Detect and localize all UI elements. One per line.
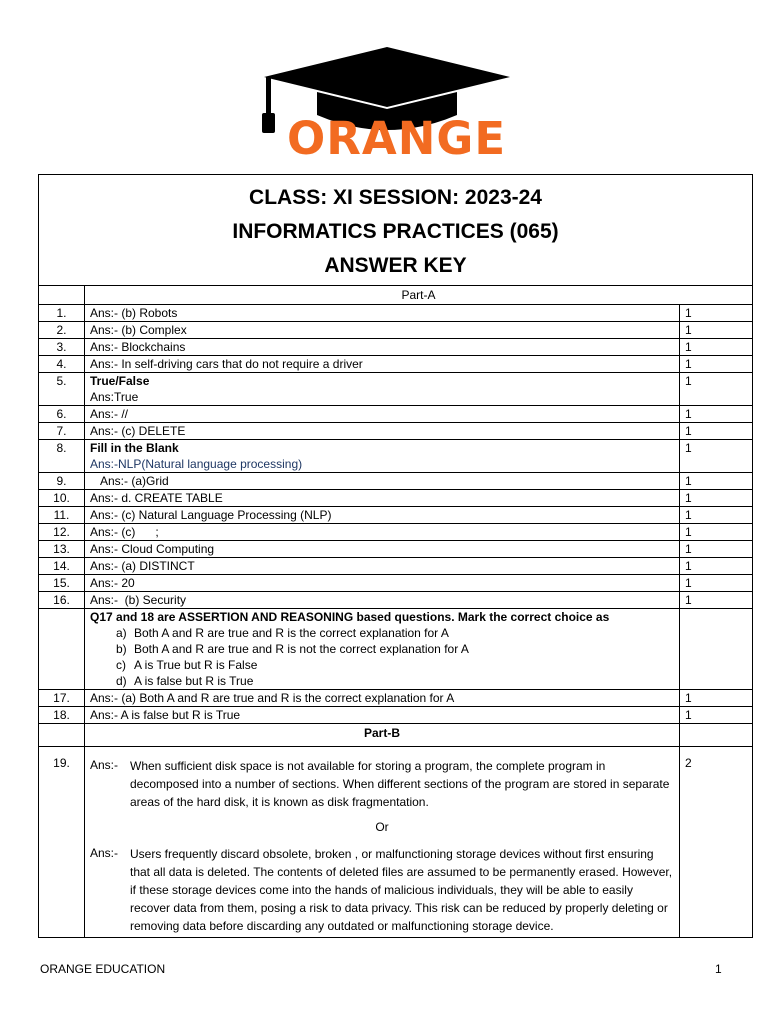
assertion-heading: Q17 and 18 are ASSERTION AND REASONING based questions. Mark the correct choice as [90, 610, 610, 624]
marks: 1 [680, 524, 753, 541]
marks: 1 [680, 373, 753, 406]
option-letter: b) [116, 642, 127, 656]
marks: 1 [680, 423, 753, 440]
assertion-options [90, 625, 674, 689]
table-row [39, 541, 753, 558]
page-number: 1 [715, 962, 722, 976]
orange-logo [255, 45, 520, 163]
question-number: 1. [39, 305, 85, 322]
option-letter: a) [116, 626, 127, 640]
list-item [116, 657, 674, 673]
table-row [39, 373, 753, 406]
table-row [39, 524, 753, 541]
part-b-label: Part-B [85, 724, 680, 747]
subject-title: INFORMATICS PRACTICES (065) [232, 220, 559, 243]
part-a-label: Part-A [85, 286, 753, 305]
question-number: 8. [39, 440, 85, 473]
marks: 2 [680, 747, 753, 938]
option-text: A is false but R is True [134, 674, 254, 688]
answer-block [90, 845, 674, 935]
answer-cell [85, 747, 680, 938]
question-number: 2. [39, 322, 85, 339]
header-row [39, 175, 753, 286]
question-number: 12. [39, 524, 85, 541]
answer-text: Ans:- (b) Complex [85, 322, 680, 339]
table-row [39, 690, 753, 707]
question-number: 4. [39, 356, 85, 373]
answer-text: Ans:- Cloud Computing [85, 541, 680, 558]
table-row [39, 707, 753, 724]
marks: 1 [680, 356, 753, 373]
answer-text: Ans:- Blockchains [85, 339, 680, 356]
table-row [39, 339, 753, 356]
answer-block [90, 757, 674, 811]
table-row [39, 440, 753, 473]
question-number: 11. [39, 507, 85, 524]
option-text: Both A and R are true and R is not the correct explanation for A [134, 642, 469, 656]
answer-text: Ans:- (c) ; [85, 524, 680, 541]
answer-text: Ans:- // [85, 406, 680, 423]
marks: 1 [680, 592, 753, 609]
answer-text: Ans:- (b) Security [85, 592, 680, 609]
marks: 1 [680, 440, 753, 473]
question-number: 17. [39, 690, 85, 707]
logo-text: ORANGE [287, 112, 507, 165]
question-number: 5. [39, 373, 85, 406]
question-number: 16. [39, 592, 85, 609]
or-separator: Or [375, 820, 389, 834]
ans-label: Ans:- [90, 758, 119, 772]
table-row [39, 305, 753, 322]
table-row [39, 507, 753, 524]
marks: 1 [680, 339, 753, 356]
marks: 1 [680, 490, 753, 507]
marks: 1 [680, 322, 753, 339]
table-row [39, 592, 753, 609]
marks: 1 [680, 558, 753, 575]
answer-text: Ans:- d. CREATE TABLE [85, 490, 680, 507]
option-letter: d) [116, 674, 127, 688]
question-number: 7. [39, 423, 85, 440]
list-item [116, 673, 674, 689]
table-row [39, 473, 753, 490]
answer-text: Ans:- A is false but R is True [85, 707, 680, 724]
table-row [39, 423, 753, 440]
table-row [39, 406, 753, 423]
table-row [39, 322, 753, 339]
question-number: 9. [39, 473, 85, 490]
question-number: 15. [39, 575, 85, 592]
assertion-reasoning-row [39, 609, 753, 690]
answer-text: Ans:- (a) DISTINCT [85, 558, 680, 575]
answer-text: Ans:- (b) Robots [85, 305, 680, 322]
part-a-row [39, 286, 753, 305]
section-heading: Fill in the Blank [90, 441, 179, 455]
answer-cell [85, 473, 680, 490]
table-row [39, 575, 753, 592]
table-row [39, 490, 753, 507]
answer-text: Ans:-NLP(Natural language processing) [90, 457, 303, 471]
footer-text: ORANGE EDUCATION [40, 962, 166, 976]
question-number: 14. [39, 558, 85, 575]
ans-label: Ans:- [90, 846, 119, 860]
class-session-title: CLASS: XI SESSION: 2023-24 [249, 186, 542, 209]
answer-text: Ans:True [90, 390, 139, 404]
marks: 1 [680, 473, 753, 490]
answer-text: Ans:- (a)Grid [100, 474, 169, 488]
marks: 1 [680, 507, 753, 524]
question-number: 18. [39, 707, 85, 724]
question-number: 6. [39, 406, 85, 423]
marks: 1 [680, 707, 753, 724]
answer-cell [85, 373, 680, 406]
header-cell [39, 175, 753, 286]
table-row [39, 558, 753, 575]
answer-text: Ans:- 20 [85, 575, 680, 592]
answer-key-title: ANSWER KEY [324, 254, 467, 277]
answer-cell [85, 440, 680, 473]
list-item [116, 625, 674, 641]
marks: 1 [680, 406, 753, 423]
answer-text: Ans:- (c) Natural Language Processing (NLP) [85, 507, 680, 524]
marks: 1 [680, 575, 753, 592]
answer-text: When sufficient disk space is not available for storing a program, the complete program in decomposed into a number of sections. When different sections of the program are stored in separate areas of the hard disk, it is known as disk fragmentation. [130, 759, 670, 809]
marks: 1 [680, 690, 753, 707]
answer-text: Ans:- (c) DELETE [85, 423, 680, 440]
answer-key-table [38, 174, 753, 938]
answer-text: Ans:- In self-driving cars that do not require a driver [85, 356, 680, 373]
question-number: 19. [39, 747, 85, 938]
marks: 1 [680, 305, 753, 322]
answer-text: Ans:- (a) Both A and R are true and R is the correct explanation for A [85, 690, 680, 707]
part-b-row [39, 724, 753, 747]
option-letter: c) [116, 658, 126, 672]
marks: 1 [680, 541, 753, 558]
table-row [39, 747, 753, 938]
question-number: 10. [39, 490, 85, 507]
list-item [116, 641, 674, 657]
assertion-cell [85, 609, 680, 690]
section-heading: True/False [90, 374, 150, 388]
option-text: Both A and R are true and R is the correct explanation for A [134, 626, 449, 640]
question-number: 3. [39, 339, 85, 356]
option-text: A is True but R is False [134, 658, 258, 672]
table-row [39, 356, 753, 373]
answer-text: Users frequently discard obsolete, broken , or malfunctioning storage devices without first ensuring that all data is deleted. The contents of deleted files are assumed to be permanently erased. However, if these storage devices come into the hands of malicious individuals, they will be able to easily recover data from them, posing a risk to data privacy. This risk can be reduced by properly deleting or removing data before discarding any outdated or malfunctioning storage device. [130, 847, 673, 933]
question-number: 13. [39, 541, 85, 558]
